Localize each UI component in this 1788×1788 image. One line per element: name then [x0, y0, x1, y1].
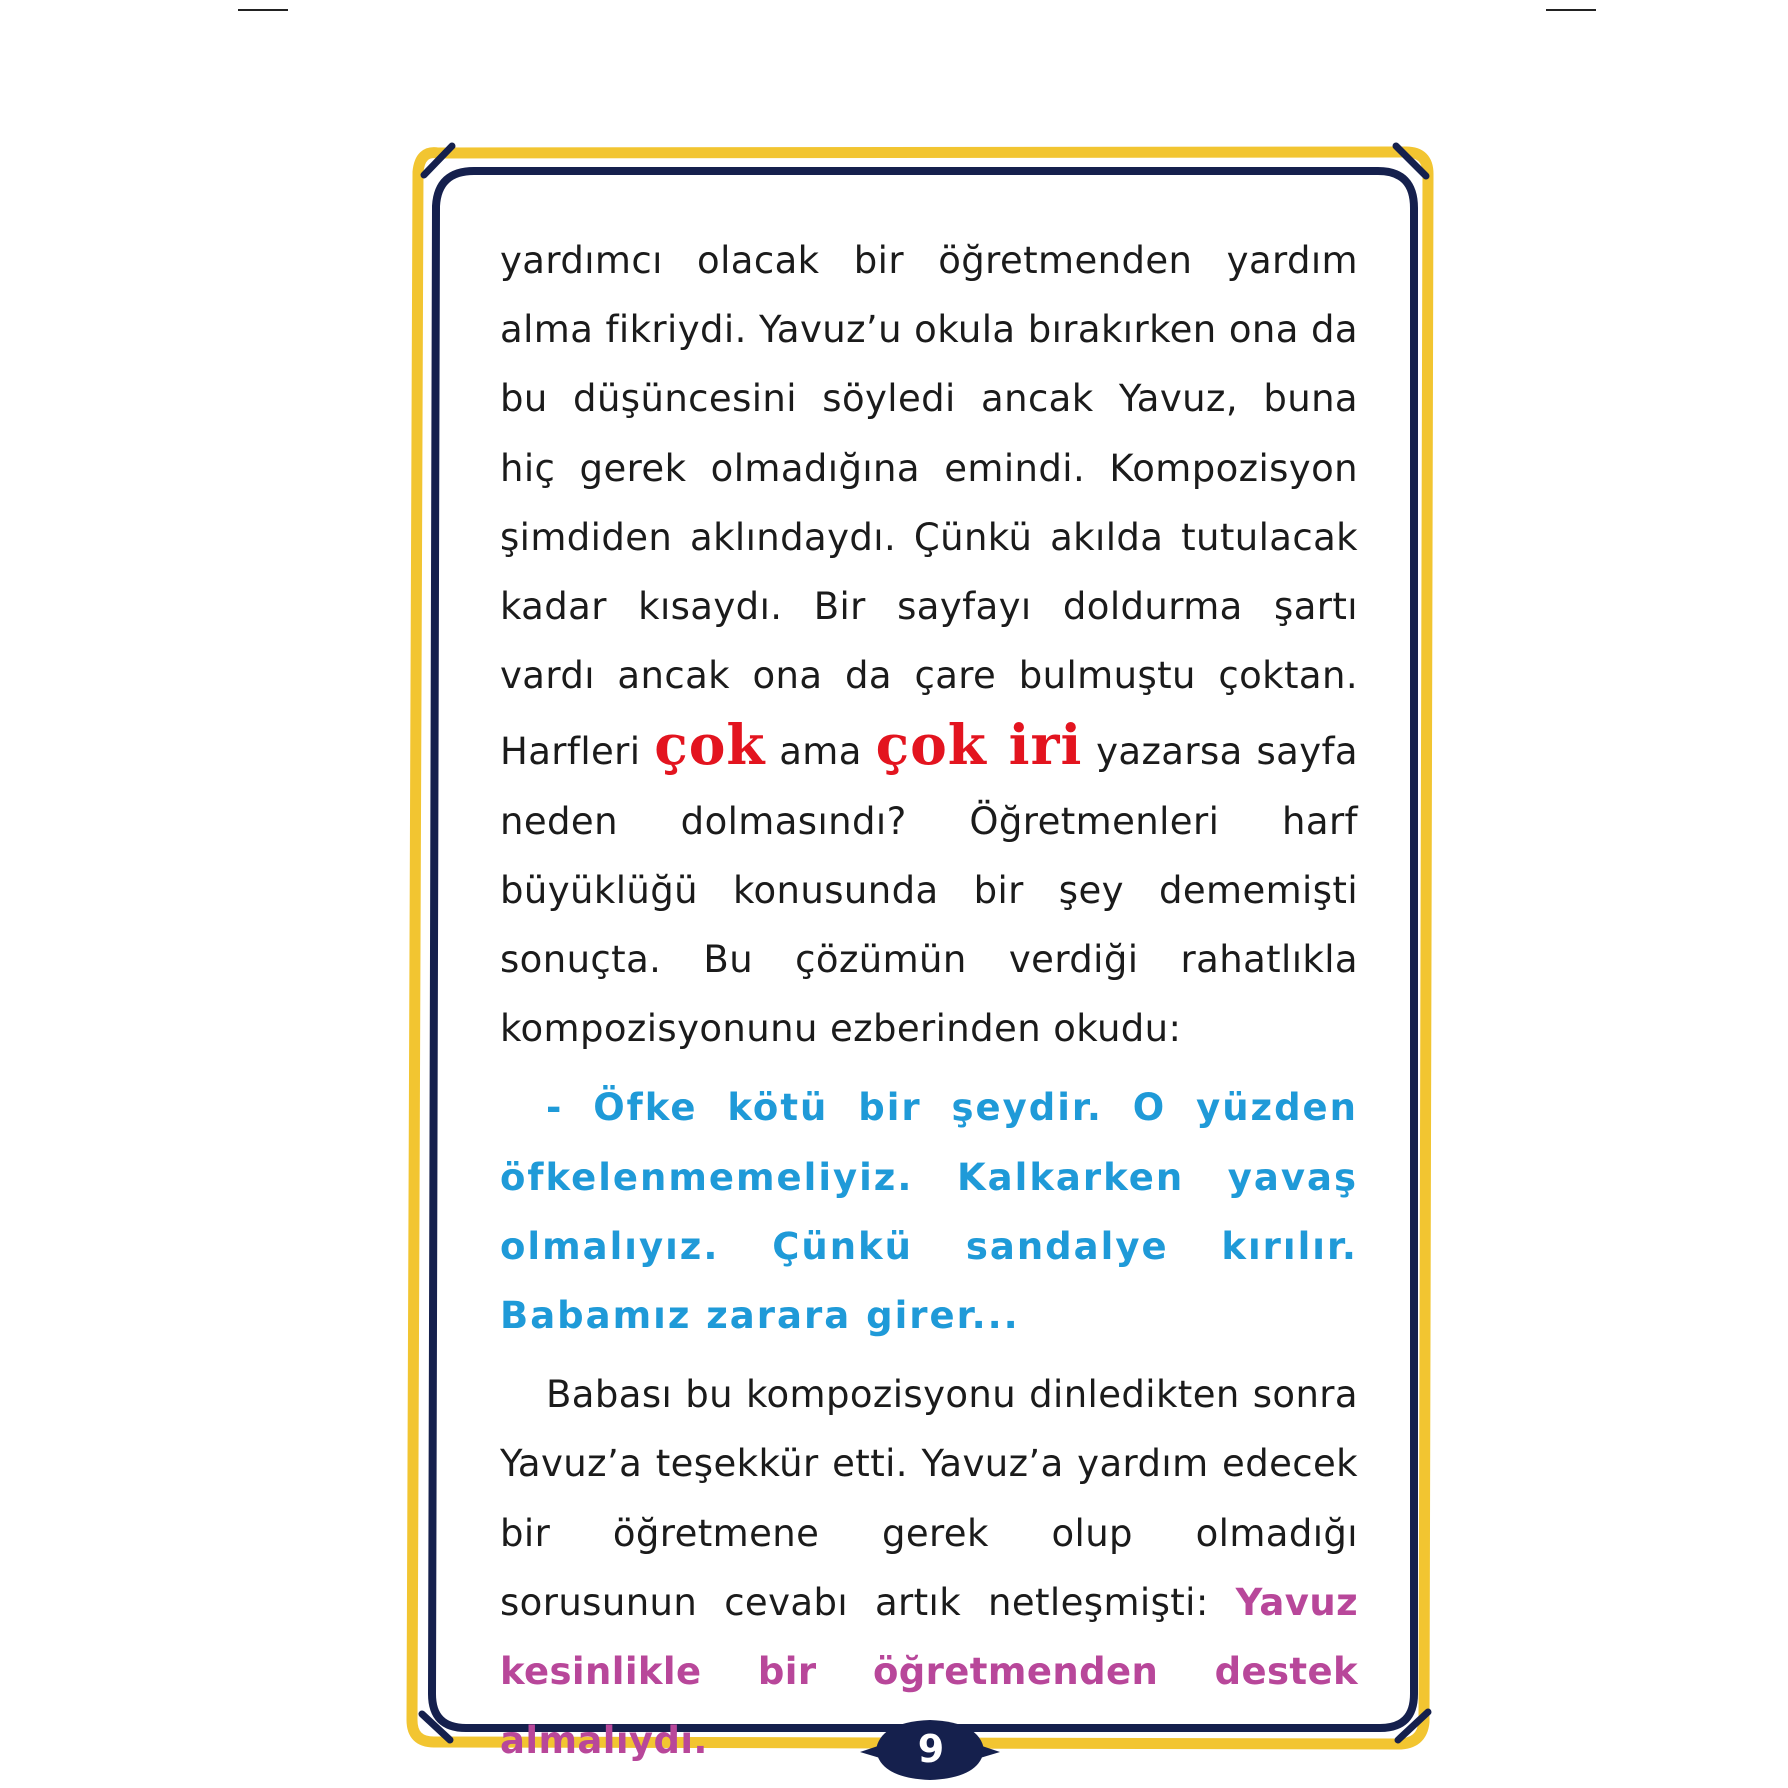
conclusion-emphasis: Yavuz kesinlikle bir öğretmenden destek almalıydı. [500, 1580, 1358, 1763]
paragraph-narrative [500, 226, 1358, 1063]
paragraph-text-end: yazarsa sayfa neden dolmasındı? Öğretmenleri harf büyüklüğü konusunda bir şey dememişti sonuçta. Bu çözümün verdiği rahatlıkla kompozisyonunu ezberinden okudu: [500, 730, 1359, 1051]
page-number: 9 [917, 1727, 945, 1771]
emphasis-big-word: çok [654, 712, 766, 778]
paragraph-text: yardımcı olacak bir öğretmenden yardım alma fikriydi. Yavuz’u okula bırakırken ona da bu düşüncesini söyledi ancak Yavuz, buna hiç gerek olmadığına emindi. Kompozisyon şimdiden aklındaydı. Çünkü akılda tutulacak kadar kısaydı. Bir sayfayı doldurma şartı vardı ancak ona da çare bulmuştu çoktan. Harfleri [500, 239, 1358, 774]
conclusion-text: Babası bu kompozisyonu dinledikten sonra Yavuz’a teşekkür etti. Yavuz’a yardım edecek bir öğretmene gerek olup olmadığı sorusunun cevabı artık netleşmişti: [500, 1373, 1358, 1624]
paragraph-text-mid: ama [765, 730, 876, 774]
emphasis-big-phrase: çok iri [875, 712, 1083, 778]
paragraph-conclusion [500, 1360, 1358, 1775]
quote-paragraph: - Öfke kötü bir şeydir. O yüzden öfkelenmemeliyiz. Kalkarken yavaş olmalıyız. Çünkü sandalye kırılır. Babamız zarara girer... [500, 1086, 1358, 1338]
page-body [500, 226, 1358, 1775]
